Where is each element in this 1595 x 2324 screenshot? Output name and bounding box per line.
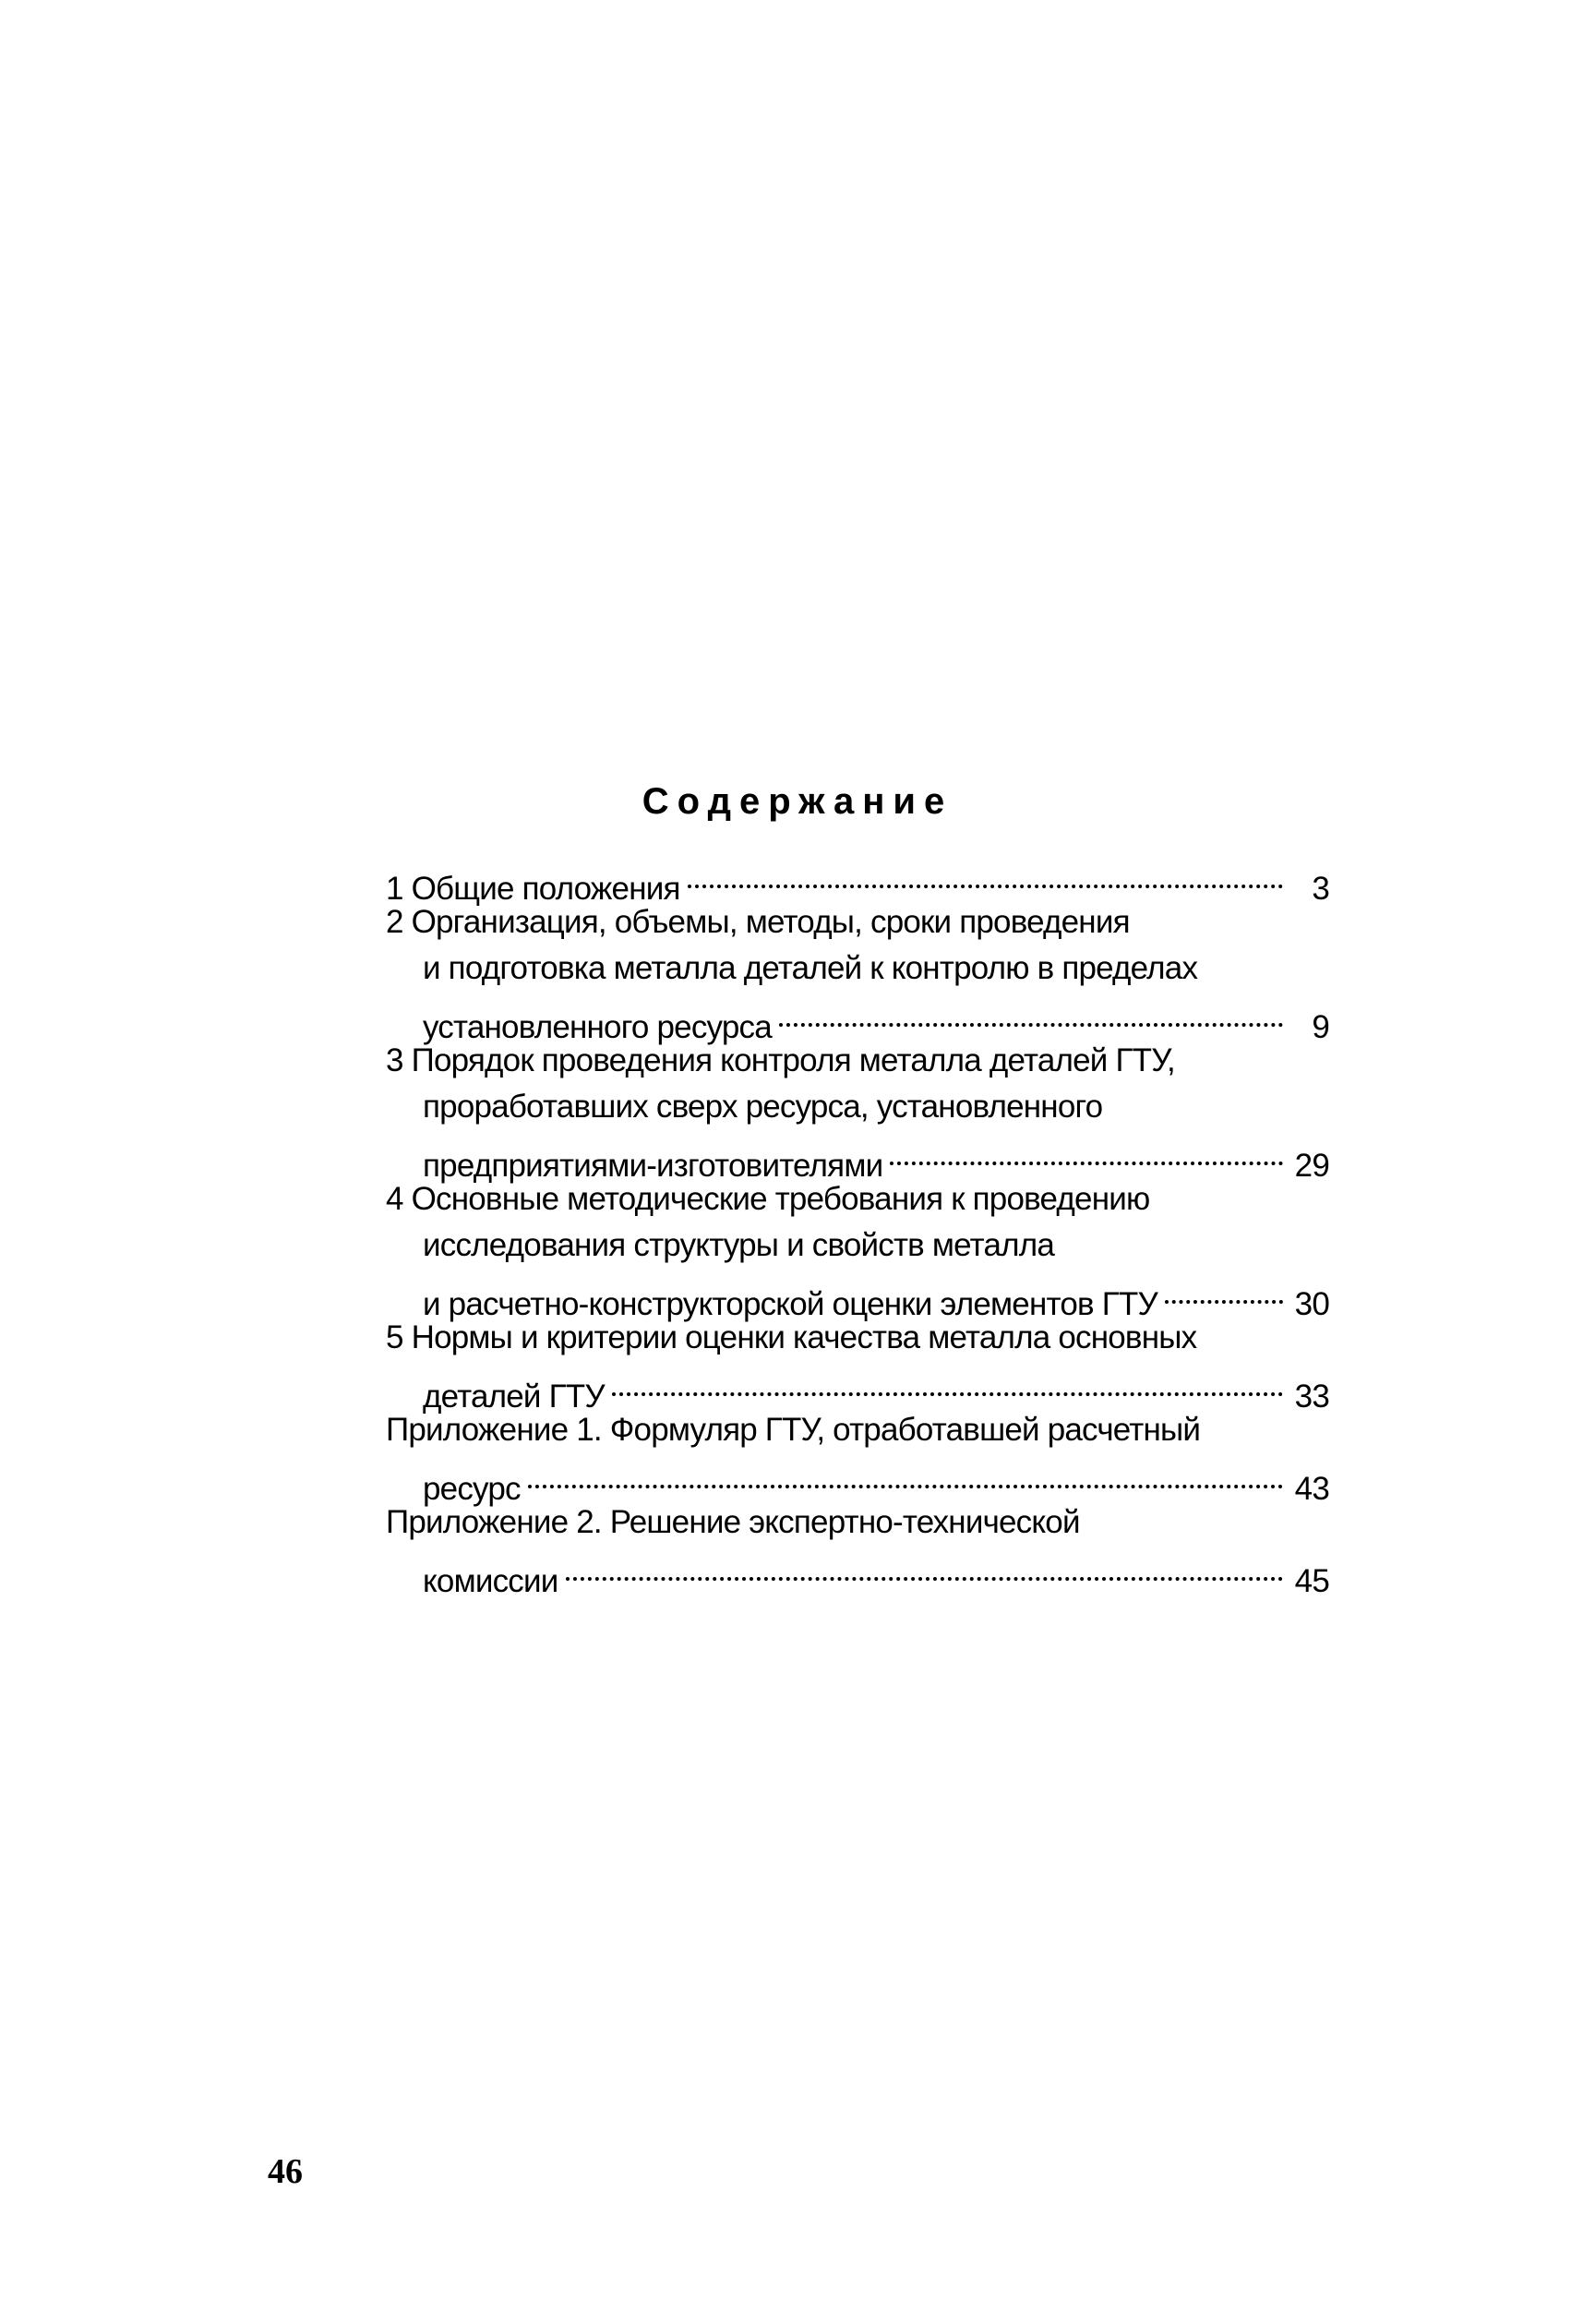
toc-line <box>386 1038 1329 1084</box>
toc-title: Содержание <box>642 781 953 822</box>
toc-entry-text: 2 Организация, объемы, методы, сроки проведения <box>386 904 1130 940</box>
toc-entry-text: и расчетно-конструкторской оценки элементов ГТУ <box>423 1286 1157 1322</box>
toc-line <box>386 1084 1329 1130</box>
toc-line <box>386 1222 1329 1269</box>
toc-entry-text: ресурс <box>423 1471 521 1507</box>
toc-line <box>386 1407 1329 1453</box>
toc-entry-text: предприятиями-изготовителями <box>423 1148 883 1184</box>
toc-entry-text: и подготовка металла деталей к контролю в пределах <box>423 950 1198 986</box>
toc-entry-text: установленного ресурса <box>423 1009 772 1045</box>
toc-entry-text: 3 Порядок проведения контроля металла деталей ГТУ, <box>386 1042 1175 1078</box>
toc-line <box>386 1361 1329 1415</box>
dot-leader <box>688 853 1283 899</box>
dot-leader <box>890 1130 1283 1176</box>
page-number: 46 <box>268 2152 303 2191</box>
toc-entry-2 <box>386 899 1329 1045</box>
toc-entry-appendix-2 <box>386 1499 1329 1599</box>
dot-leader <box>566 1546 1284 1592</box>
toc-line <box>386 1315 1329 1361</box>
toc-entry-text: 5 Нормы и критерии оценки качества металла основных <box>386 1319 1197 1355</box>
toc-entry-page: 43 <box>1294 1471 1329 1507</box>
toc-entry-4 <box>386 1176 1329 1322</box>
toc-entry-5 <box>386 1315 1329 1415</box>
toc-entry-page: 29 <box>1294 1148 1329 1184</box>
toc-entry-text: Приложение 1. Формуляр ГТУ, отработавшей расчетный <box>386 1412 1201 1448</box>
dot-leader <box>779 992 1283 1038</box>
toc-line <box>386 899 1329 945</box>
toc-entry-page: 3 <box>1312 871 1329 907</box>
toc-entry-page: 30 <box>1294 1286 1329 1322</box>
toc-entry-text: Приложение 2. Решение экспертно-технической <box>386 1504 1080 1540</box>
toc-entry-text: комиссии <box>423 1563 558 1599</box>
toc-line <box>386 1453 1329 1507</box>
toc-entry-appendix-1 <box>386 1407 1329 1507</box>
toc-entry-text: деталей ГТУ <box>423 1379 605 1415</box>
toc-entry-text: исследования структуры и свойств металла <box>423 1227 1055 1263</box>
toc-entry-page: 9 <box>1312 1009 1329 1045</box>
toc-entry-3 <box>386 1038 1329 1184</box>
toc-line <box>386 1546 1329 1599</box>
toc-entry-page: 45 <box>1294 1563 1329 1599</box>
dot-leader <box>1165 1269 1283 1315</box>
toc-entry-text: проработавших сверх ресурса, установленного <box>423 1089 1103 1125</box>
toc-line <box>386 1499 1329 1546</box>
toc-line <box>386 1176 1329 1222</box>
toc-line <box>386 945 1329 992</box>
toc-entry-text: 4 Основные методические требования к проведению <box>386 1181 1150 1217</box>
toc-line <box>386 1269 1329 1322</box>
toc-entry-text: 1 Общие положения <box>386 871 680 907</box>
dot-leader <box>528 1453 1283 1499</box>
toc-line <box>386 1130 1329 1184</box>
table-of-contents <box>386 853 1329 1599</box>
toc-line <box>386 992 1329 1045</box>
toc-entry-page: 33 <box>1294 1379 1329 1415</box>
toc-entry-1 <box>386 853 1329 907</box>
dot-leader <box>612 1361 1283 1407</box>
toc-line <box>386 853 1329 907</box>
